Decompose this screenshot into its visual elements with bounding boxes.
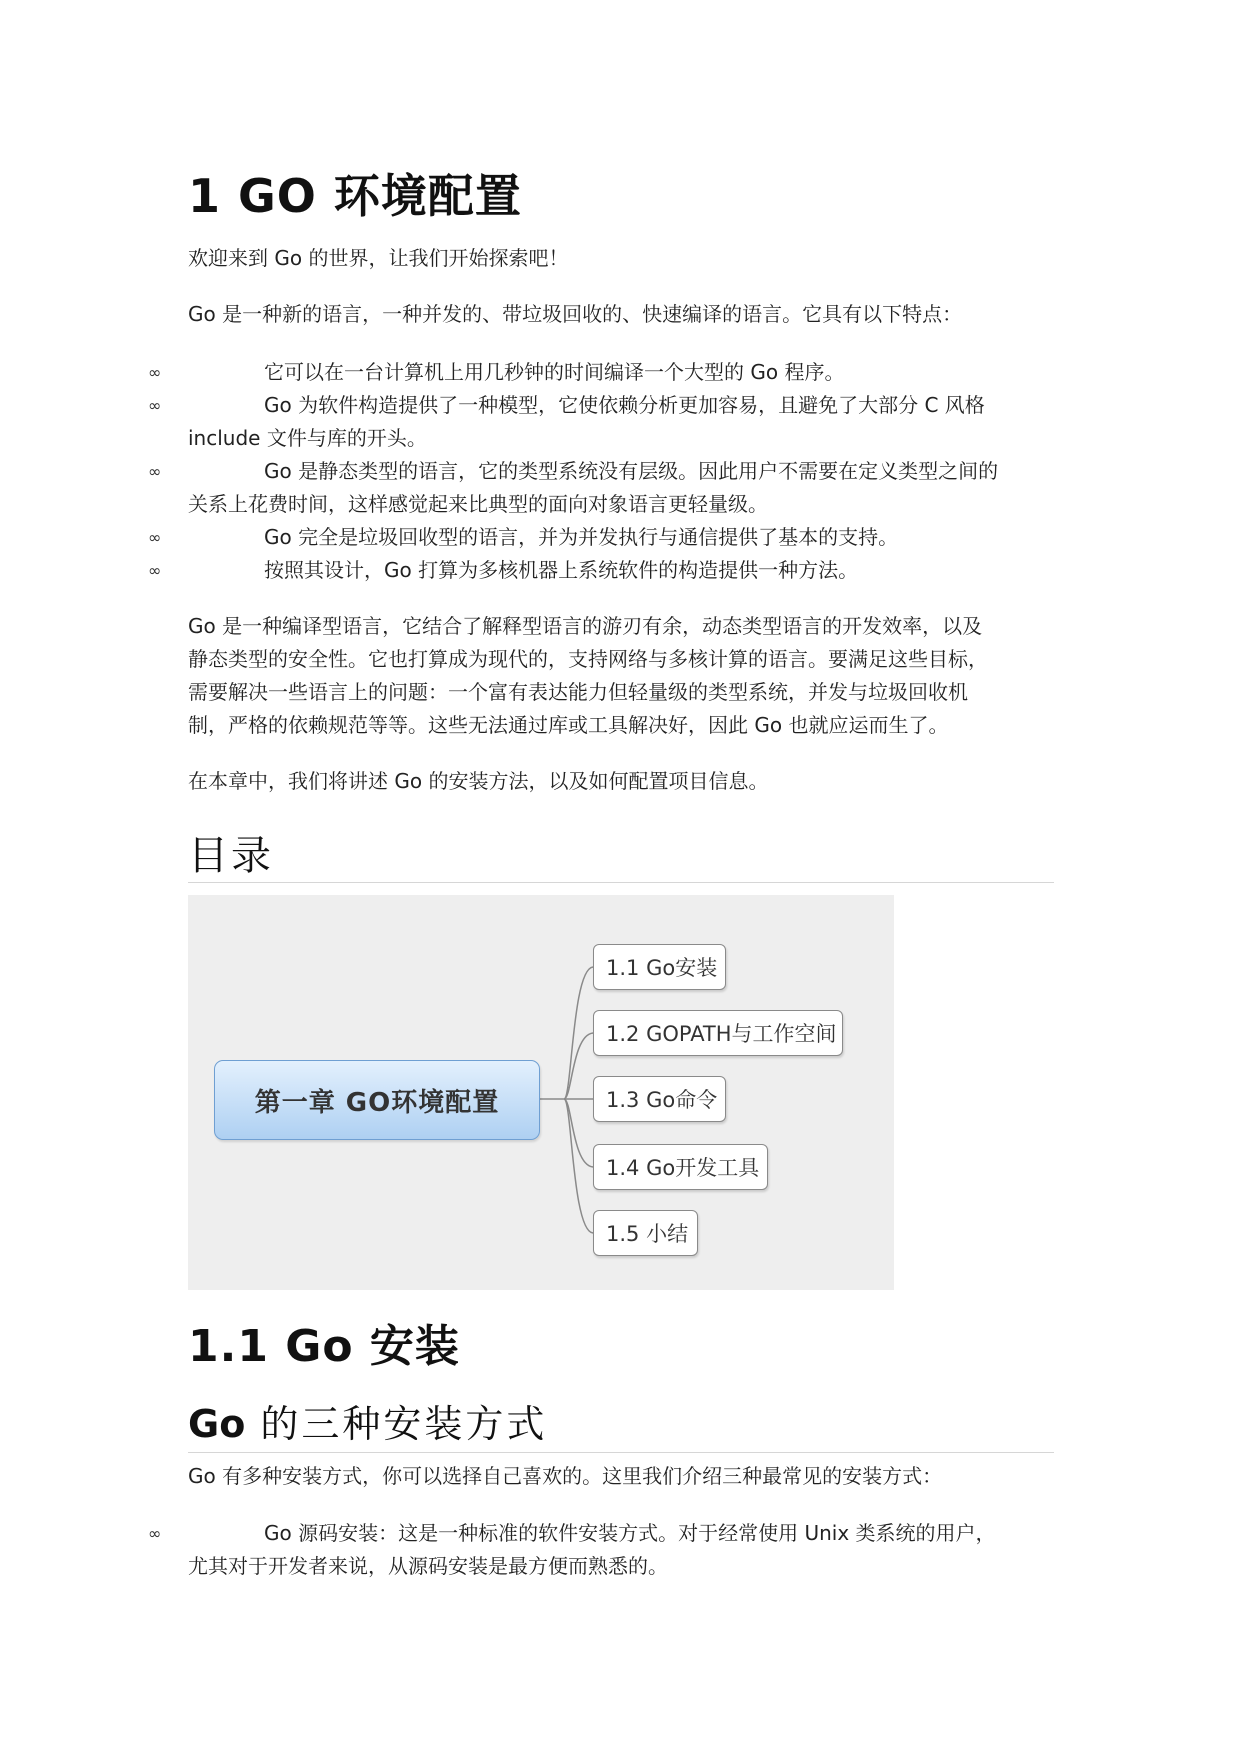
bullet-icon: ∞ bbox=[148, 396, 162, 415]
list-item-text: Go 完全是垃圾回收型的语言，并为并发执行与通信提供了基本的支持。 bbox=[264, 525, 899, 549]
summary-line: 静态类型的安全性。它也打算成为现代的，支持网络与多核计算的语言。要满足这些目标， bbox=[188, 647, 988, 671]
intro-paragraph-2: Go 是一种新的语言，一种并发的、带垃圾回收的、快速编译的语言。它具有以下特点： bbox=[188, 302, 963, 326]
list-item bbox=[188, 389, 1068, 455]
install-intro: Go 有多种安装方式，你可以选择自己喜欢的。这里我们介绍三种最常见的安装方式： bbox=[188, 1464, 943, 1488]
list-item bbox=[188, 455, 1068, 521]
list-item-text-cont: 关系上花费时间，这样感觉起来比典型的面向对象语言更轻量级。 bbox=[188, 492, 768, 516]
chapter-note: 在本章中，我们将讲述 Go 的安装方法，以及如何配置项目信息。 bbox=[188, 769, 769, 793]
chapter-title: 1 GO 环境配置 bbox=[188, 169, 522, 223]
mindmap-node-summary: 1.5 小结 bbox=[593, 1210, 698, 1256]
bullet-icon: ∞ bbox=[148, 561, 162, 580]
connector-2 bbox=[564, 1033, 593, 1099]
list-item-text: 它可以在一台计算机上用几秒钟的时间编译一个大型的 Go 程序。 bbox=[264, 360, 845, 384]
subsection-heading-rest: 的三种安装方式 bbox=[245, 1402, 548, 1446]
bullet-icon: ∞ bbox=[148, 462, 162, 481]
toc-mindmap bbox=[188, 895, 894, 1290]
mindmap-node-go-tools: 1.4 Go开发工具 bbox=[593, 1144, 768, 1190]
summary-line: 制，严格的依赖规范等等。这些无法通过库或工具解决好，因此 Go 也就应运而生了。 bbox=[188, 713, 949, 737]
list-item bbox=[188, 521, 1068, 554]
bullet-icon: ∞ bbox=[148, 1524, 162, 1543]
list-item bbox=[188, 356, 1068, 389]
list-item-text-cont: 尤其对于开发者来说，从源码安装是最方便而熟悉的。 bbox=[188, 1554, 668, 1578]
list-item-text-cont: include 文件与库的开头。 bbox=[188, 426, 427, 450]
list-item-text: Go 是静态类型的语言，它的类型系统没有层级。因此用户不需要在定义类型之间的 bbox=[264, 459, 999, 483]
subsection-divider bbox=[188, 1452, 1054, 1453]
bullet-icon: ∞ bbox=[148, 363, 162, 382]
connector-4 bbox=[564, 1099, 593, 1167]
intro-paragraph-1: 欢迎来到 Go 的世界，让我们开始探索吧！ bbox=[188, 246, 569, 270]
list-item-text: Go 源码安装：这是一种标准的软件安装方式。对于经常使用 Unix 类系统的用户， bbox=[264, 1521, 996, 1545]
subsection-heading bbox=[188, 1393, 547, 1448]
list-item-text: Go 为软件构造提供了一种模型，它使依赖分析更加容易，且避免了大部分 C 风格 bbox=[264, 393, 985, 417]
list-item-text: 按照其设计，Go 打算为多核机器上系统软件的构造提供一种方法。 bbox=[264, 558, 859, 582]
summary-line: Go 是一种编译型语言，它结合了解释型语言的游刃有余，动态类型语言的开发效率，以及 bbox=[188, 614, 983, 638]
mindmap-node-go-command: 1.3 Go命令 bbox=[593, 1076, 726, 1122]
list-item bbox=[188, 554, 1068, 587]
connector-1 bbox=[564, 967, 593, 1099]
mindmap-node-go-install: 1.1 Go安装 bbox=[593, 944, 726, 990]
list-item bbox=[188, 1517, 1068, 1583]
toc-heading: 目录 bbox=[188, 833, 274, 879]
toc-divider bbox=[188, 882, 1054, 883]
section-heading: 1.1 Go 安装 bbox=[188, 1321, 460, 1372]
mindmap-root-node: 第一章 GO环境配置 bbox=[214, 1060, 540, 1140]
subsection-heading-bold: Go bbox=[188, 1402, 246, 1446]
summary-line: 需要解决一些语言上的问题：一个富有表达能力但轻量级的类型系统，并发与垃圾回收机 bbox=[188, 680, 968, 704]
bullet-icon: ∞ bbox=[148, 528, 162, 547]
mindmap-node-gopath: 1.2 GOPATH与工作空间 bbox=[593, 1010, 843, 1056]
